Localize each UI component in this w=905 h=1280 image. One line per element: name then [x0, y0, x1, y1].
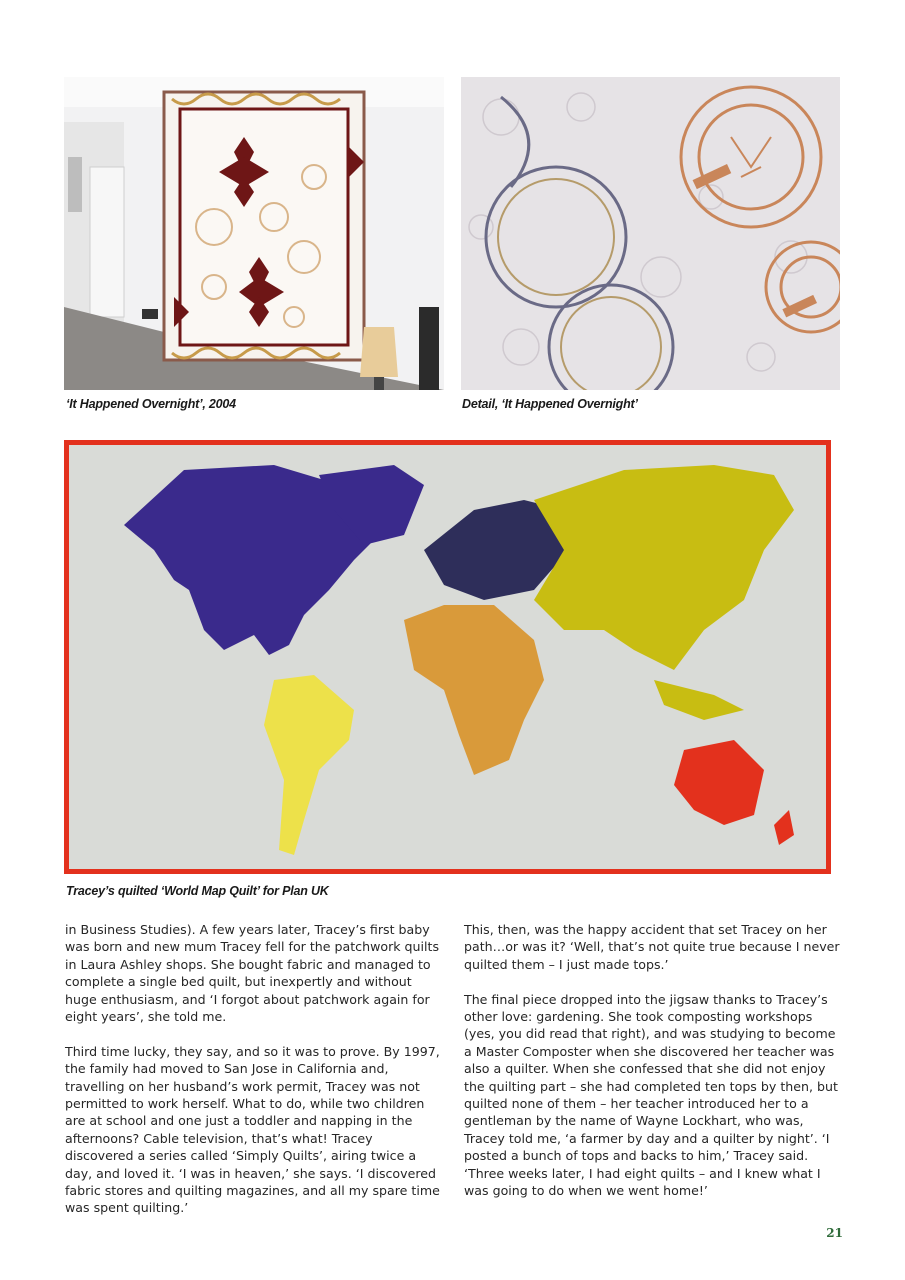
article-left-column — [65, 921, 443, 1234]
right-paragraph-2: The final piece dropped into the jigsaw thanks to Tracey’s other love: gardening. She took composting workshops (yes, you did read that right), and was studying to become a Master Composter when she discovered her teacher was also a quilter. When she confessed that she did not enjoy the quilting part – she had completed ten tops by then, but quilted none of them – her teacher introduced her to a gentleman by the name of Wayne Lockhart, who was, Tracey told me, ‘a farmer by day and a quilter by night’. ‘I posted a bunch of tops and backs to him,’ Tracey said. ‘Three weeks later, I had eight quilts – and I knew what I was going to do when we went home!’ — [464, 991, 838, 1199]
article-right-column — [464, 921, 842, 1217]
quilt-detail-caption: Detail, ‘It Happened Overnight’ — [462, 397, 638, 411]
quilt-room-photo — [64, 77, 444, 390]
world-map-caption: Tracey’s quilted ‘World Map Quilt’ for Plan UK — [66, 884, 329, 898]
quilt-detail-photo — [461, 77, 840, 390]
quilt-room-caption: ‘It Happened Overnight’, 2004 — [66, 397, 236, 411]
left-paragraph-1: in Business Studies). A few years later, Tracey’s first baby was born and new mum Tracey fell for the patchwork quilts in Laura Ashley shops. She bought fabric and managed to complete a single bed quilt, but inexpertly and without huge enthusiasm, and ‘I forgot about patchwork again for eight years’, she told me. — [65, 922, 440, 1025]
right-paragraph-1: This, then, was the happy accident that set Tracey on her path…or was it? ‘Well, that’s not quite true because I never quilted them – I just made tops.’ — [464, 922, 840, 972]
page-number: 21 — [826, 1226, 843, 1240]
world-map-quilt-photo — [64, 440, 831, 874]
left-paragraph-2: Third time lucky, they say, and so it was to prove. By 1997, the family had moved to San Jose in California and, travelling on her husband’s work permit, Tracey was not permitted to work herself. What to do, while two children are at school and one just a toddler and napping in the afternoons? Cable television, that’s what! Tracey discovered a series called ‘Simply Quilts’, airing twice a day, and loved it. ‘I was in heaven,’ she says. ‘I discovered fabric stores and quilting magazines, and all my spare time was spent quilting.’ — [65, 1043, 440, 1216]
